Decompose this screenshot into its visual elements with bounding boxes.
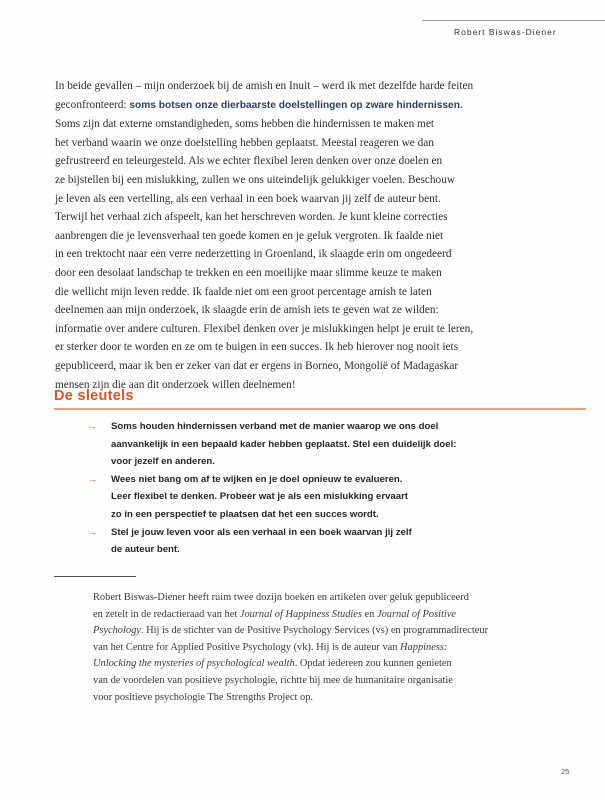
list-item-line: zo in een perspectief te plaatsen dat het een succes wordt.	[111, 508, 379, 520]
body-line: je leven als een vertelling, als een verhaal in een boek waarvan jij zelf de auteur bent.	[55, 192, 441, 205]
list-item-line: aanvankelijk in een bepaald kader hebben geplaatst. Stel een duidelijk doel:	[111, 438, 457, 450]
author-bio	[93, 590, 533, 706]
journal-title: Journal of Positive	[376, 608, 457, 620]
list-item	[88, 471, 548, 524]
key-list	[88, 418, 548, 559]
body-line: die wellicht mijn leven redde. Ik faalde niet om een groot percentage amish te laten	[55, 285, 432, 298]
book-title: Happiness:	[400, 641, 448, 653]
bio-text: . Opdat iedereen zou kunnen genieten	[294, 658, 452, 670]
bio-line	[93, 656, 533, 673]
body-line: aanbrengen die je levensverhaal ten goede komen en je geluk vergroten. Ik faalde niet	[55, 229, 444, 242]
journal-title: Psychology	[93, 625, 141, 637]
body-line: deelnemen aan mijn onderzoek, ik slaagde erin de amish iets te geven wat ze wilden:	[55, 304, 439, 317]
arrow-right-icon: →	[88, 526, 97, 537]
bio-text: van het Centre for Applied Positive Psychology (vk). Hij is de auteur van	[93, 641, 401, 653]
arrow-right-icon: →	[88, 473, 97, 484]
body-line: gepubliceerd, maar ik ben er zeker van dat er ergens in Borneo, Mongolië of Madagaskar	[55, 359, 459, 372]
list-item-line: Soms houden hindernissen verband met de manier waarop we ons doel	[111, 421, 439, 432]
bio-text: en zetelt in de redactieraad van het	[93, 608, 240, 620]
body-line: informatie over andere culturen. Flexibel denken over je mislukkingen helpt je eruit te leren,	[55, 322, 474, 335]
bio-text: en	[361, 608, 377, 620]
body-line: in een trektocht naar een verre nederzetting in Groenland, ik slaagde erin om ongedeerd	[55, 248, 452, 261]
book-title: Unlocking the mysteries of psychological wealth	[93, 658, 295, 670]
list-item-line: Wees niet bang om af te wijken en je doel opnieuw te evalueren.	[111, 473, 403, 485]
body-line: In beide gevallen – mijn onderzoek bij de amish en Inuit – werd ik met dezelfde harde feiten	[55, 80, 474, 92]
bio-line: van de voordelen van positieve psychologie, richtte hij mee de humanitaire organisatie	[93, 674, 453, 686]
body-line: mensen zijn die aan dit onderzoek willen deelnemen!	[55, 378, 296, 391]
list-item-line: Leer flexibel te denken. Probeer wat je als een mislukking ervaart	[111, 491, 408, 503]
list-item	[88, 524, 548, 559]
bio-line	[93, 640, 533, 657]
bio-line	[93, 623, 533, 640]
body-line: ze bijstellen bij een mislukking, zullen we ons uiteindelijk gelukkiger voelen. Beschouw	[55, 173, 456, 186]
body-line-prefix: geconfronteerd:	[55, 98, 130, 111]
body-line: Terwijl het verhaal zich afspeelt, kan het herschreven worden. Je kunt kleine correcties	[55, 211, 448, 224]
body-highlight: soms botsen onze dierbaarste doelstellingen op zware hindernissen.	[129, 99, 463, 111]
body-line: het verband waarin we onze doelstelling hebben geplaatst. Meestal reageren we dan	[55, 136, 434, 149]
section-underline	[54, 408, 586, 410]
list-item	[88, 418, 548, 471]
bio-line: voor positieve psychologie The Strengths Project op.	[93, 691, 313, 703]
list-item-line: Stel je jouw leven voor als een verhaal in een boek waarvan jij zelf	[111, 526, 412, 538]
bio-text: . Hij is de stichter van de Positive Psychology Services (vs) en programmadirecteur	[140, 625, 489, 637]
body-line: Soms zijn dat externe omstandigheden, soms hebben die hindernissen te maken met	[55, 118, 434, 131]
list-item-line: voor jezelf en anderen.	[111, 456, 215, 468]
bio-line	[93, 607, 533, 624]
section-title: De sleutels	[54, 388, 134, 404]
page-number: 25	[561, 767, 570, 776]
running-header	[0, 0, 605, 46]
footnote-rule	[54, 576, 136, 577]
header-rule	[422, 20, 605, 21]
body-line: door een desolaat landschap te trekken en een moeilijke maar slimme keuze te maken	[55, 266, 442, 279]
body-line: er sterker door te worden en ze om te buigen in een succes. Ik heb hierover nog nooit iets	[55, 341, 459, 354]
header-author: Robert Biswas-Diener	[454, 27, 557, 37]
list-item-line: de auteur bent.	[111, 544, 180, 556]
journal-title: Journal of Happiness Studies	[239, 608, 362, 620]
body-line: gefrustreerd en teleurgesteld. Als we echter flexibel leren denken over onze doelen en	[55, 155, 443, 168]
body-paragraph	[55, 77, 515, 394]
arrow-right-icon: →	[88, 421, 97, 431]
body-line	[55, 96, 515, 116]
bio-line: Robert Biswas-Diener heeft ruim twee dozijn boeken en artikelen over geluk gepubliceerd	[93, 592, 469, 603]
